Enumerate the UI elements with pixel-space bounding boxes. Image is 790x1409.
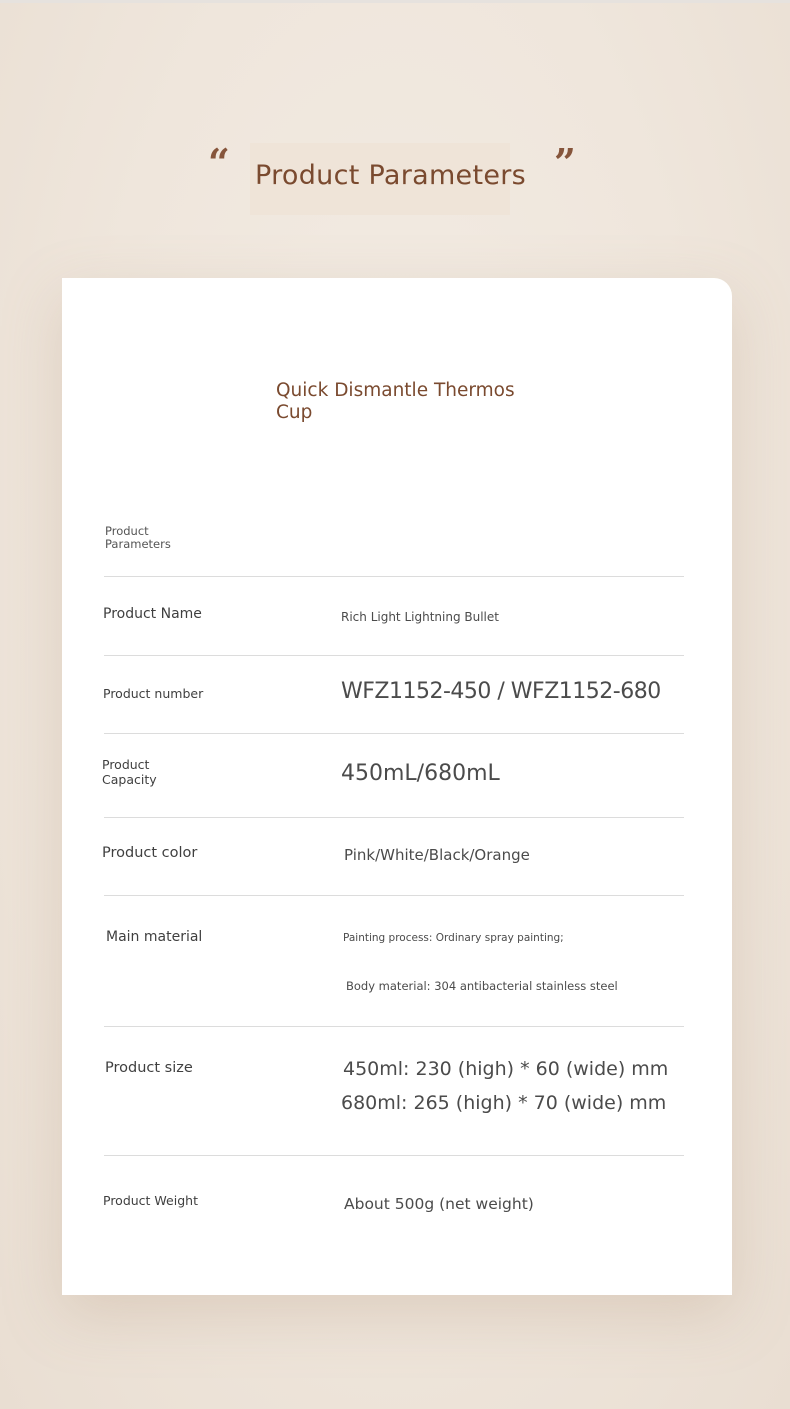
- parameters-card: [62, 278, 732, 1295]
- row-divider: [104, 1155, 684, 1156]
- product-number-label: Product number: [103, 686, 204, 701]
- product-capacity-label: Product Capacity: [102, 757, 157, 787]
- page-title: Product Parameters: [255, 160, 527, 191]
- section-label: Product Parameters: [105, 524, 171, 551]
- product-capacity-value: 450mL/680mL: [341, 761, 500, 786]
- row-divider: [104, 817, 684, 818]
- product-number-value: WFZ1152-450 / WFZ1152-680: [341, 679, 661, 704]
- product-name-label: Product Name: [103, 606, 202, 622]
- main-material-value-line2: Body material: 304 antibacterial stainless steel: [346, 979, 618, 993]
- row-divider: [104, 733, 684, 734]
- main-material-label: Main material: [106, 929, 203, 945]
- close-quote-icon: ”: [554, 140, 576, 185]
- product-size-value-line2: 680ml: 265 (high) * 70 (wide) mm: [341, 1092, 667, 1114]
- row-divider: [104, 655, 684, 656]
- product-size-label: Product size: [105, 1060, 193, 1076]
- main-material-value-line1: Painting process: Ordinary spray painting;: [343, 932, 564, 944]
- product-name-value: Rich Light Lightning Bullet: [341, 610, 499, 624]
- row-divider: [104, 895, 684, 896]
- open-quote-icon: “: [208, 140, 230, 185]
- top-border: [0, 0, 790, 3]
- product-weight-value: About 500g (net weight): [344, 1195, 534, 1213]
- product-color-label: Product color: [102, 845, 198, 861]
- product-size-value-line1: 450ml: 230 (high) * 60 (wide) mm: [343, 1058, 669, 1080]
- product-title: Quick Dismantle Thermos Cup: [276, 380, 515, 423]
- product-color-value: Pink/White/Black/Orange: [344, 846, 530, 864]
- row-divider: [104, 1026, 684, 1027]
- product-weight-label: Product Weight: [103, 1193, 198, 1208]
- row-divider: [104, 576, 684, 577]
